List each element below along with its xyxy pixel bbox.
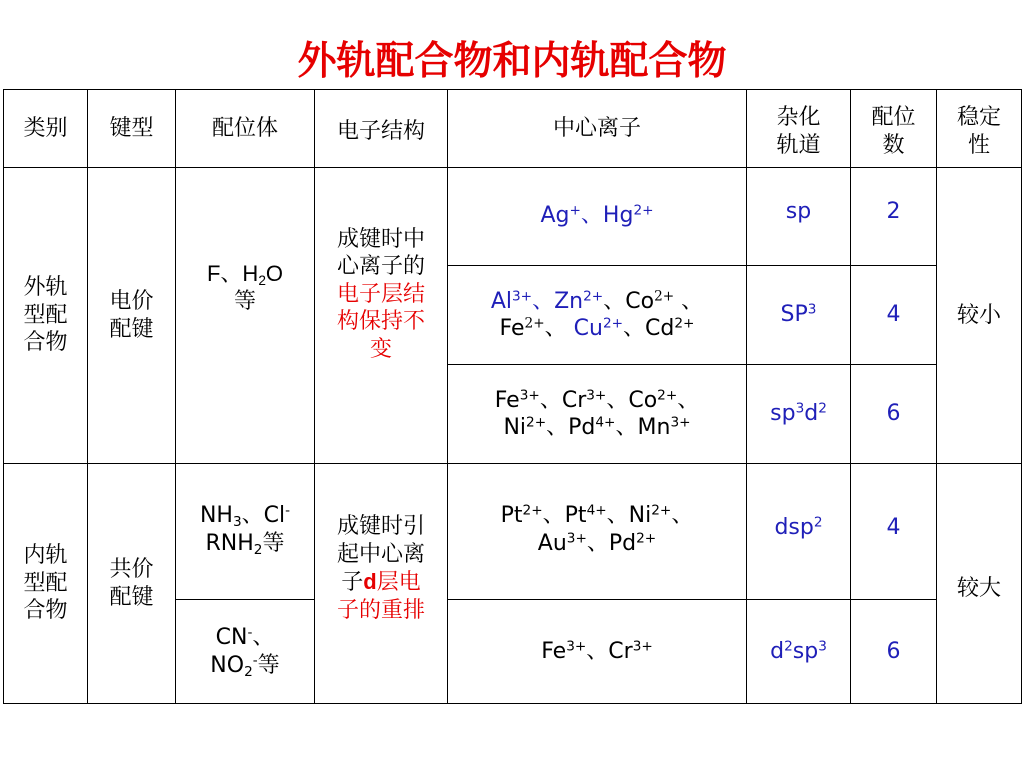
- ion-al: Al: [490, 288, 512, 314]
- ligand-rnh-sub: 2: [253, 541, 263, 558]
- hybrid-sup-b: 3: [818, 638, 827, 655]
- complex-comparison-table: [3, 89, 1022, 704]
- ligand-nh: NH: [199, 503, 233, 528]
- central-ion-pt-ni-au: [448, 464, 747, 600]
- hybrid-sp: sp: [747, 168, 851, 266]
- ion-fe-charge: 2+: [524, 315, 545, 332]
- ion-pt: Pt: [564, 503, 587, 528]
- ion-sep: 、: [539, 387, 562, 413]
- outer-bond-type-text: 电价配键: [109, 289, 154, 342]
- ion-hg: Hg: [602, 203, 634, 228]
- ion-fe: Fe: [494, 387, 520, 413]
- ion-cd-charge: 2+: [674, 315, 695, 332]
- header-category: 类别: [4, 90, 88, 168]
- ion-sep: 、: [532, 288, 555, 314]
- header-stability: 稳定性: [937, 90, 1022, 168]
- ligand-etc: 等: [262, 530, 285, 556]
- ligand-rnh: RNH: [205, 530, 254, 556]
- ion-sep: 、: [546, 415, 569, 440]
- ligand-o: O: [265, 260, 284, 286]
- ion-zn: Zn: [554, 288, 584, 314]
- ion-sep: 、: [623, 316, 646, 341]
- header-hybrid-orbital: 杂化轨道: [747, 90, 851, 168]
- inner-row-1: [4, 464, 1022, 600]
- page-title: 外轨配合物和内轨配合物: [297, 39, 727, 84]
- outer-stability: 较小: [937, 168, 1022, 464]
- central-ion-ag-hg: [448, 168, 747, 266]
- cn-6-inner: 6: [851, 600, 937, 704]
- ion-pd-charge: 2+: [636, 530, 657, 546]
- outer-es-normal: 成键时中心离子的: [336, 226, 425, 280]
- ligand-cl: Cl: [263, 503, 286, 528]
- ion-hg-charge: 2+: [633, 202, 654, 219]
- hybrid-sup: 3: [807, 301, 817, 318]
- ion-pd: Pd: [568, 415, 596, 440]
- inner-category-text: 内轨型配合物: [23, 543, 68, 624]
- ion-ag-charge: +: [569, 202, 581, 219]
- ion-cr: Cr: [608, 638, 633, 664]
- ion-pd-charge: 4+: [595, 414, 616, 431]
- ion-fe: Fe: [499, 316, 525, 341]
- ligand-no-sub: 2: [244, 663, 253, 680]
- inner-bond-type-text: 共价配键: [109, 557, 154, 610]
- ligand-etc: 等: [233, 289, 256, 314]
- inner-es-d: d: [363, 569, 377, 594]
- hybrid-part-a: sp: [770, 401, 796, 427]
- outer-category-text: 外轨型配合物: [23, 275, 68, 356]
- hybrid-sp3d2: [747, 365, 851, 464]
- outer-ligand: [176, 168, 315, 464]
- header-coordination-number: 配位数: [851, 90, 937, 168]
- ion-cr-charge: 3+: [586, 387, 607, 403]
- ligand-no-charge: -: [252, 652, 258, 668]
- ion-al-charge: 3+: [512, 288, 533, 304]
- ion-cd: Cd: [645, 316, 675, 341]
- inner-electron-structure: [315, 464, 448, 704]
- inner-es-red: 层电子的重排: [336, 570, 425, 623]
- ion-cu-charge: 2+: [602, 315, 624, 332]
- ion-ni-charge: 2+: [651, 502, 672, 519]
- ion-sep: 、: [586, 530, 609, 556]
- cn-6: 6: [851, 365, 937, 464]
- ion-fe-charge: 3+: [566, 638, 587, 655]
- outer-row-1: [4, 168, 1022, 266]
- ion-co-charge: 2+: [654, 288, 675, 304]
- ion-mn-charge: 3+: [670, 414, 691, 431]
- inner-stability: 较大: [937, 464, 1022, 704]
- hybrid-d2sp3: [747, 600, 851, 704]
- inner-bond-type: [88, 464, 176, 704]
- ligand-sep: 、: [241, 503, 264, 528]
- ligand-no: NO: [210, 652, 245, 678]
- ligand-cl-charge: -: [285, 502, 291, 519]
- ion-sep: 、: [606, 387, 629, 413]
- inner-ligand-nh3: [176, 464, 315, 600]
- header-electron-structure: 电子结构: [315, 90, 448, 168]
- cn-4: 4: [851, 266, 937, 365]
- outer-category: [4, 168, 88, 464]
- header-central-ion: 中心离子: [448, 90, 747, 168]
- ion-sep: 、: [615, 415, 638, 440]
- ion-mn: Mn: [637, 415, 671, 440]
- ligand-etc: 等: [257, 652, 280, 678]
- header-ligand: 配位体: [176, 90, 315, 168]
- ion-cr: Cr: [561, 387, 587, 413]
- ion-cr-charge: 3+: [632, 638, 653, 655]
- ion-co: Co: [625, 288, 655, 314]
- ion-ni: Ni: [628, 503, 652, 528]
- ion-zn-charge: 2+: [583, 288, 604, 304]
- ligand-f-h: F、H: [206, 260, 259, 286]
- outer-electron-structure: [315, 168, 448, 464]
- cn-4-inner: 4: [851, 464, 937, 600]
- ion-pd: Pd: [608, 530, 637, 556]
- ion-au-charge: 3+: [566, 530, 587, 546]
- hybrid-base: SP: [780, 302, 808, 328]
- header-row: [4, 90, 1022, 168]
- ion-fe: Fe: [541, 638, 567, 664]
- outer-es-red: 电子层结构保持不变: [336, 281, 425, 362]
- ion-ni-charge: 2+: [526, 414, 547, 431]
- ion-sep: 、: [606, 503, 629, 528]
- inner-category: [4, 464, 88, 704]
- header-bond-type: 键型: [88, 90, 176, 168]
- ion-pt-charge: 4+: [586, 502, 607, 519]
- ion-sep: 、: [674, 288, 704, 314]
- ion-sep: 、: [677, 387, 700, 413]
- hybrid-part-b: d: [804, 401, 819, 427]
- ion-sep: 、: [544, 316, 574, 341]
- ligand-sep: 、: [252, 625, 275, 650]
- ion-sep: 、: [586, 638, 609, 664]
- ion-sep: 、: [671, 503, 694, 528]
- hybrid-sup: 2: [813, 514, 823, 531]
- ion-sep: 、: [542, 503, 565, 528]
- hybrid-dsp2: [747, 464, 851, 600]
- central-ion-fe-cr: [448, 600, 747, 704]
- ion-ag: Ag: [540, 203, 570, 228]
- ligand-cn-charge: -: [247, 624, 253, 641]
- ion-sep: 、: [580, 203, 603, 228]
- hybrid-part-a: d: [770, 638, 785, 664]
- ion-au: Au: [537, 530, 567, 556]
- hybrid-sup-a: 3: [795, 400, 805, 417]
- ion-co-charge: 2+: [657, 387, 678, 403]
- ion-cu: Cu: [573, 316, 603, 341]
- hybrid-sp3-upper: [747, 266, 851, 365]
- ion-ni: Ni: [503, 415, 527, 440]
- ligand-nh-sub: 3: [232, 514, 242, 531]
- hybrid-sup-b: 2: [818, 400, 827, 417]
- ion-fe-charge: 3+: [519, 387, 540, 403]
- ion-sep: 、: [603, 288, 626, 314]
- hybrid-sup-a: 2: [784, 638, 793, 655]
- inner-ligand-cn: [176, 600, 315, 704]
- cn-2: 2: [851, 168, 937, 266]
- ion-pt-charge: 2+: [522, 502, 543, 519]
- ligand-h2o-subscript: 2: [258, 272, 266, 288]
- inner-es-normal: 成键时引起中心离子: [336, 514, 425, 595]
- ion-co: Co: [628, 387, 658, 413]
- ligand-cn: CN: [215, 625, 248, 650]
- hybrid-part-b: sp: [792, 638, 819, 664]
- central-ion-al-zn-co: [448, 266, 747, 365]
- outer-bond-type: [88, 168, 176, 464]
- hybrid-base: dsp: [774, 515, 814, 540]
- central-ion-fe-cr-co: [448, 365, 747, 464]
- ion-pt: Pt: [500, 503, 523, 528]
